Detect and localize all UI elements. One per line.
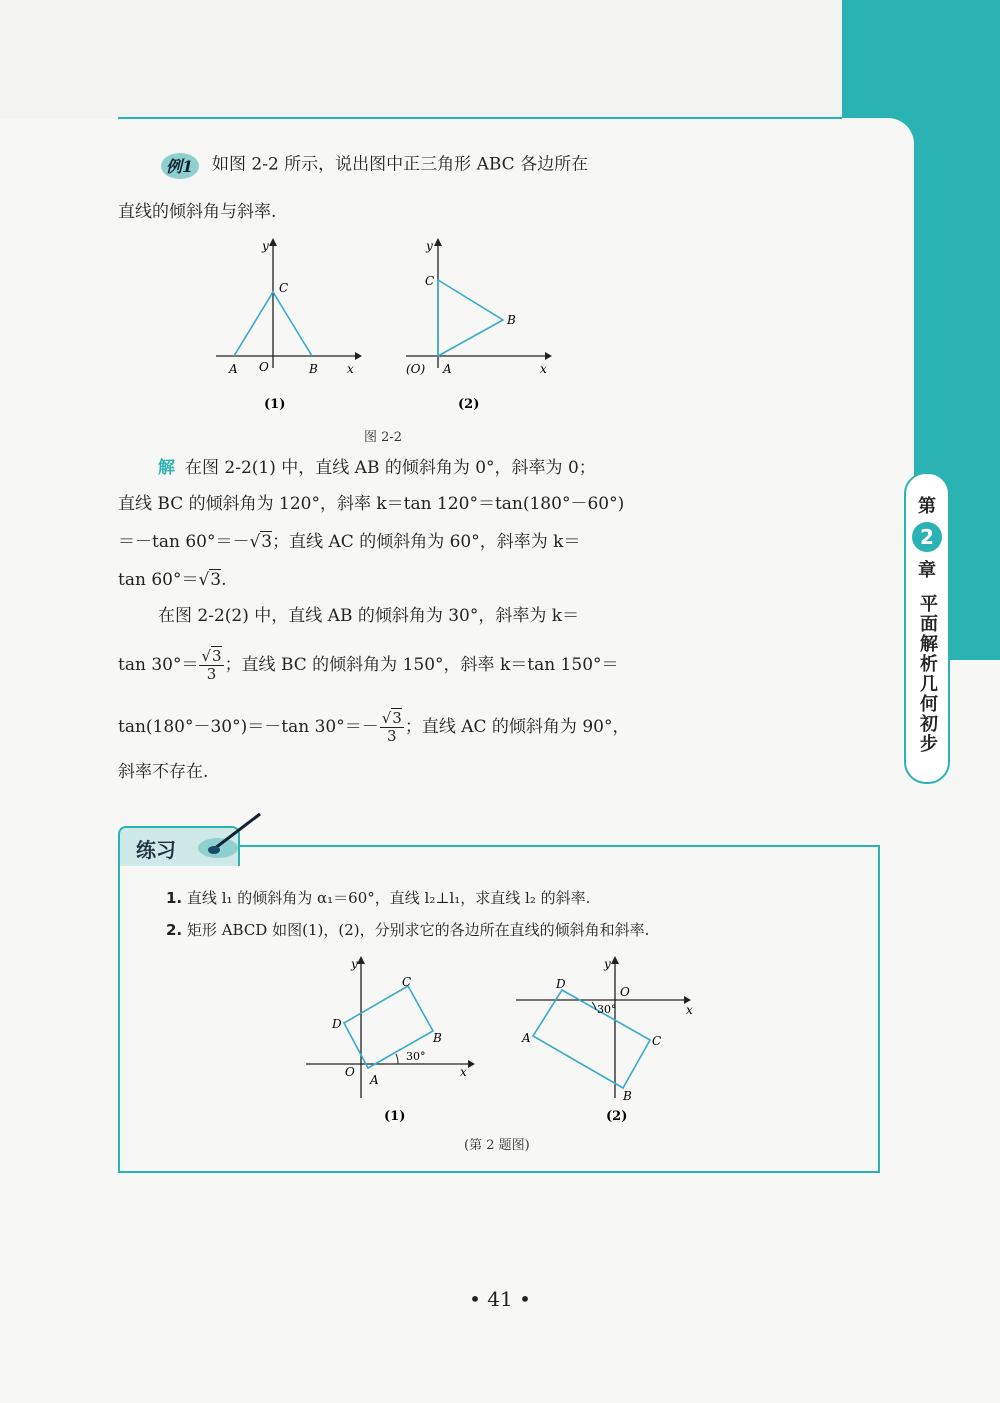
solution-line-8: 斜率不存在. xyxy=(118,762,209,782)
header-band xyxy=(0,0,842,118)
fig1-label-C: C xyxy=(279,281,289,295)
chapter-suffix: 章 xyxy=(918,560,936,581)
ex2-rectangle xyxy=(533,990,650,1088)
exercise-figure xyxy=(300,950,710,1132)
solution-line-1: 解 在图 2-2(1) 中，直线 AB 的倾斜角为 0°，斜率为 0； xyxy=(158,458,596,478)
svg-text:B: B xyxy=(623,1089,632,1103)
ex2-y-arrow xyxy=(611,956,619,964)
example-badge-text: 例1 xyxy=(166,157,194,176)
fig1-label-A: A xyxy=(229,362,238,376)
svg-text:y: y xyxy=(604,957,611,971)
solution-line-7: tan(180°－30°)＝－tan 30°＝－ $\frac{√3}{3}$ ；直线 AC 的倾斜角为 90°， xyxy=(118,709,630,745)
fig1-label-y: y xyxy=(262,239,269,253)
fig1-label-x: x xyxy=(347,362,354,376)
fig2-label-O: (O) xyxy=(406,362,426,376)
svg-text:(1): (1) xyxy=(384,1109,406,1124)
header-rule xyxy=(118,117,844,119)
fraction-sqrt3-over-3: $\frac{√3}{3}$ xyxy=(201,647,222,683)
solution-line-6: tan 30°＝ $\frac{√3}{3}$ ；直线 BC 的倾斜角为 150°，斜率 k＝tan 150°＝ xyxy=(118,647,619,683)
figure-caption: 图 2-2 xyxy=(364,430,403,445)
example-line-1 xyxy=(160,150,660,180)
svg-text:D: D xyxy=(556,977,566,991)
fig2-label-x: x xyxy=(540,362,547,376)
fig2-triangle xyxy=(438,280,503,356)
chapter-prefix: 第 xyxy=(918,496,936,517)
example-text-1: 如图 2-2 所示，说出图中正三角形 ABC 各边所在 xyxy=(212,154,589,175)
fig1-y-arrow xyxy=(269,238,277,246)
example-line-2: 直线的倾斜角与斜率. xyxy=(118,202,277,222)
fraction-neg-sqrt3-over-3: $\frac{√3}{3}$ xyxy=(381,709,402,745)
svg-text:x: x xyxy=(686,1003,693,1017)
svg-text:O: O xyxy=(620,985,630,999)
solution-line-5: 在图 2-2(2) 中，直线 AB 的倾斜角为 30°，斜率为 k＝ xyxy=(158,606,580,626)
ex2-angle-label: 30° xyxy=(597,1003,617,1016)
svg-text:O: O xyxy=(345,1065,355,1079)
ex1-y-arrow xyxy=(357,956,365,964)
pen-icon xyxy=(196,812,266,862)
fig2-label-C: C xyxy=(425,274,435,288)
svg-text:A: A xyxy=(522,1031,531,1045)
example-badge xyxy=(160,150,200,180)
svg-text:y: y xyxy=(351,957,358,971)
svg-text:x: x xyxy=(460,1065,467,1079)
ex1-angle-label: 30° xyxy=(406,1050,426,1063)
fig2-label-y: y xyxy=(426,239,433,253)
figure-2-2 xyxy=(200,232,570,412)
svg-text:C: C xyxy=(402,975,412,989)
fig2-label-B: B xyxy=(507,313,516,327)
fig1-label-O: O xyxy=(259,360,269,374)
fig1-label-B: B xyxy=(309,362,318,376)
svg-text:(2): (2) xyxy=(606,1109,628,1124)
fig1-sub-label: (1) xyxy=(264,397,286,412)
exercise-q2: 2. 矩形 ABCD 如图(1)，(2)，分别求它的各边所在直线的倾斜角和斜率. xyxy=(166,921,650,939)
chapter-tab[interactable] xyxy=(904,472,950,784)
svg-text:D: D xyxy=(332,1017,342,1031)
fig1-x-arrow xyxy=(355,352,362,360)
fig2-x-arrow xyxy=(545,352,552,360)
svg-text:B: B xyxy=(433,1031,442,1045)
solution-label: 解 xyxy=(158,458,175,478)
svg-text:C: C xyxy=(652,1034,662,1048)
chapter-title: 平面解析几何初步 xyxy=(917,594,938,754)
svg-text:A: A xyxy=(370,1073,379,1087)
exercise-q1: 1. 直线 l₁ 的倾斜角为 α₁＝60°，直线 l₂⊥l₁，求直线 l₂ 的斜率. xyxy=(166,889,591,907)
exercise-title: 练习 xyxy=(136,838,176,862)
ex1-x-arrow xyxy=(468,1060,475,1068)
chapter-number: 2 xyxy=(912,522,942,552)
ex1-angle-arc xyxy=(396,1054,398,1064)
solution-line-2: 直线 BC 的倾斜角为 120°，斜率 k＝tan 120°＝tan(180°－60°) xyxy=(118,494,625,514)
fig2-sub-label: (2) xyxy=(458,397,480,412)
solution-line-4: tan 60°＝√3. xyxy=(118,570,227,590)
fig2-label-A: A xyxy=(443,362,452,376)
fig2-y-arrow xyxy=(434,238,442,246)
solution-line-3: ＝－tan 60°＝－√3；直线 AC 的倾斜角为 60°，斜率为 k＝ xyxy=(118,532,581,552)
exercise-caption: (第 2 题图) xyxy=(464,1138,530,1153)
page-number: • 41 • xyxy=(469,1287,531,1311)
